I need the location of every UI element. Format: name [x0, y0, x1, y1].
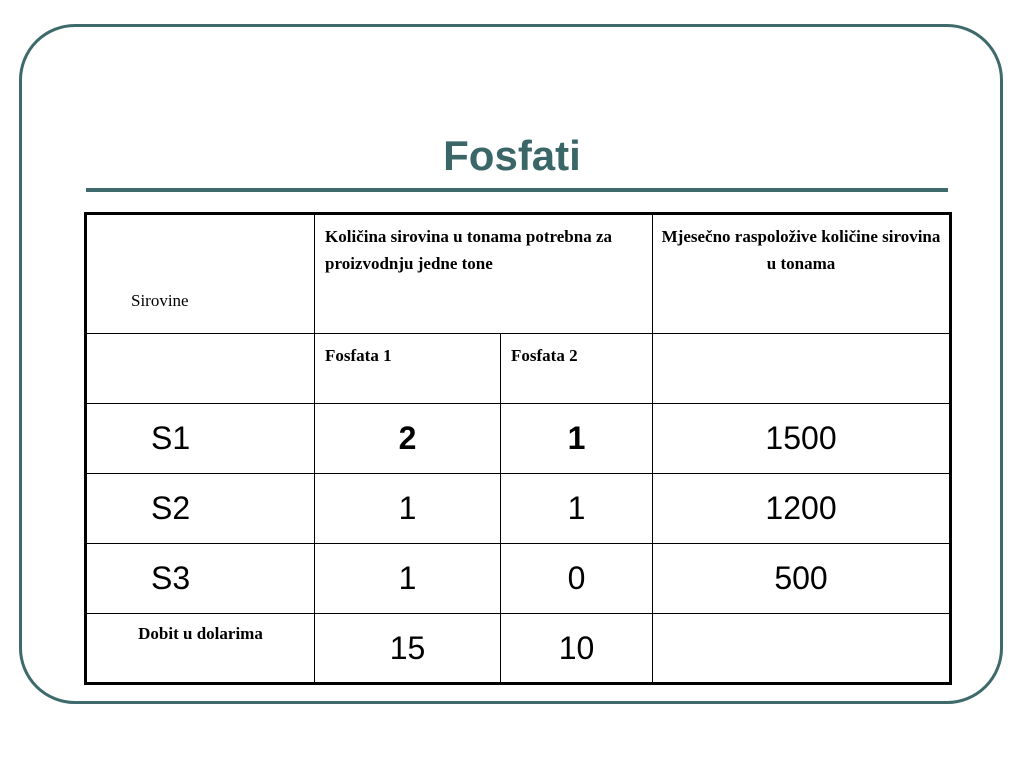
header-sirovine-label: Sirovine [131, 291, 189, 310]
table-subheader-row [86, 334, 951, 404]
header-cell-mjesecno [653, 214, 951, 334]
subheader-empty-cell [86, 334, 315, 404]
header-mjesecno-label: Mjesečno raspoložive količine sirovina u tonama [661, 227, 941, 273]
row-label-cell [86, 404, 315, 474]
value-cell [501, 474, 653, 544]
subheader-cell-fosfata1 [315, 334, 501, 404]
value-cell [653, 544, 951, 614]
table-header-row [86, 214, 951, 334]
subheader-fosfata1-label: Fosfata 1 [325, 346, 392, 365]
value-fosfata1: 1 [398, 490, 417, 526]
value-cell [653, 474, 951, 544]
slide-title: Fosfati [443, 132, 581, 179]
value-cell [315, 404, 501, 474]
title-underline [86, 188, 948, 192]
value-available: 500 [774, 560, 828, 596]
value-fosfata2: 1 [567, 420, 586, 456]
subheader-empty-cell [653, 334, 951, 404]
value-available: 1500 [765, 420, 837, 456]
table-row-profit [86, 614, 951, 684]
row-label-cell [86, 474, 315, 544]
value-cell [315, 474, 501, 544]
row-label-cell [86, 544, 315, 614]
value-cell [501, 614, 653, 684]
row-label: S3 [151, 560, 191, 596]
value-cell [653, 404, 951, 474]
profit-fosfata1: 15 [389, 629, 426, 666]
value-cell [501, 544, 653, 614]
value-fosfata1: 2 [398, 420, 417, 456]
header-cell-kolicina [315, 214, 653, 334]
table-row-s1 [86, 404, 951, 474]
profit-label: Dobit u dolarima [138, 624, 263, 643]
profit-fosfata2: 10 [558, 629, 595, 666]
row-label: S1 [151, 420, 191, 456]
profit-label-cell [86, 614, 315, 684]
value-cell [501, 404, 653, 474]
subheader-fosfata2-label: Fosfata 2 [511, 346, 578, 365]
value-fosfata2: 1 [567, 490, 586, 526]
profit-empty-cell [653, 614, 951, 684]
header-cell-sirovine [86, 214, 315, 334]
row-label: S2 [151, 490, 191, 526]
subheader-cell-fosfata2 [501, 334, 653, 404]
value-available: 1200 [765, 490, 837, 526]
value-cell [315, 614, 501, 684]
table-row-s3 [86, 544, 951, 614]
value-cell [315, 544, 501, 614]
table-row-s2 [86, 474, 951, 544]
header-kolicina-label: Količina sirovina u tonama potrebna za proizvodnju jedne tone [325, 227, 612, 273]
value-fosfata2: 0 [567, 560, 586, 596]
phosphate-table [84, 212, 952, 685]
value-fosfata1: 1 [398, 560, 417, 596]
